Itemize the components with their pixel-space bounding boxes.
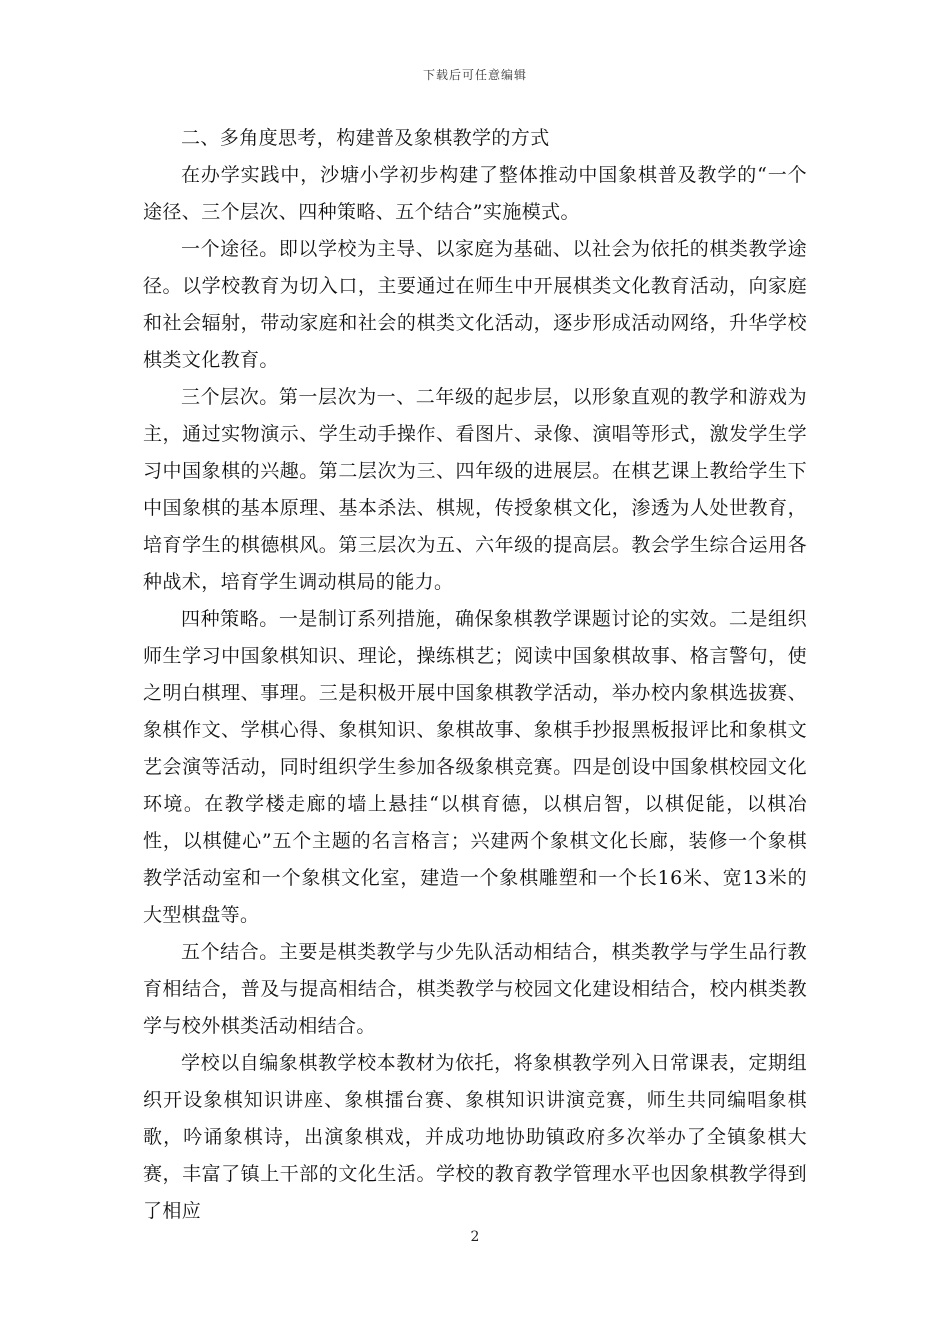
paragraph-school-practice: 学校以自编象棋教学校本教材为依托，将象棋教学列入日常课表，定期组织开设象棋知识讲座、象棋擂台赛、象棋知识讲演竞赛，师生共同编唱象棋歌，吟诵象棋诗，出演象棋戏，并成功地协助镇政府多次举办了全镇象棋大赛，丰富了镇上干部的文化生活。学校的教育教学管理水平也因象棋教学得到了相应 xyxy=(143,1052,807,1222)
paragraph-five-combinations: 五个结合。主要是棋类教学与少先队活动相结合，棋类教学与学生品行教育相结合，普及与提高相结合，棋类教学与校园文化建设相结合，校内棋类教学与校外棋类活动相结合。 xyxy=(143,941,807,1037)
paragraph-one-path: 一个途径。即以学校为主导、以家庭为基础、以社会为依托的棋类教学途径。以学校教育为切入口，主要通过在师生中开展棋类文化教育活动，向家庭和社会辐射，带动家庭和社会的棋类文化活动，逐步形成活动网络，升华学校棋类文化教育。 xyxy=(143,238,807,371)
page-header-note: 下载后可任意编辑 xyxy=(422,68,527,82)
paragraph-intro: 在办学实践中，沙塘小学初步构建了整体推动中国象棋普及教学的“一个途径、三个层次、四种策略、五个结合”实施模式。 xyxy=(143,164,807,223)
section-heading: 二、多角度思考，构建普及象棋教学的方式 xyxy=(181,127,550,149)
page-number: 2 xyxy=(470,1229,480,1245)
document-body xyxy=(143,120,807,1230)
paragraph-three-levels: 三个层次。第一层次为一、二年级的起步层，以形象直观的教学和游戏为主，通过实物演示、学生动手操作、看图片、录像、演唱等形式，激发学生学习中国象棋的兴趣。第二层次为三、四年级的进展层。在棋艺课上教给学生下中国象棋的基本原理、基本杀法、棋规，传授象棋文化，渗透为人处世教育，培育学生的棋德棋风。第三层次为五、六年级的提高层。教会学生综合运用各种战术，培育学生调动棋局的能力。 xyxy=(143,386,807,593)
paragraph-four-strategies: 四种策略。一是制订系列措施，确保象棋教学课题讨论的实效。二是组织师生学习中国象棋知识、理论，操练棋艺；阅读中国象棋故事、格言警句，使之明白棋理、事理。三是积极开展中国象棋教学活动，举办校内象棋选拔赛、象棋作文、学棋心得、象棋知识、象棋故事、象棋手抄报黑板报评比和象棋文艺会演等活动，同时组织学生参加各级象棋竞赛。四是创设中国象棋校园文化环境。在教学楼走廊的墙上悬挂“以棋育德，以棋启智，以棋促能，以棋冶性，以棋健心”五个主题的名言格言；兴建两个象棋文化长廊，装修一个象棋教学活动室和一个象棋文化室，建造一个象棋雕塑和一个长16米、宽13米的大型棋盘等。 xyxy=(143,608,807,926)
